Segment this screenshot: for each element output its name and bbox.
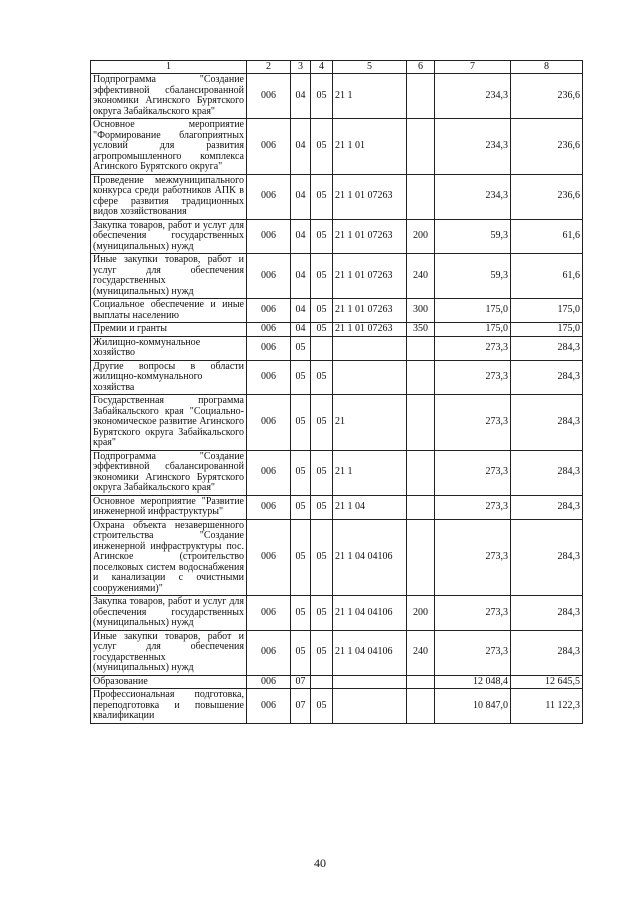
subsection-code-cell: 05 [311, 219, 333, 254]
grbs-code-cell: 006 [247, 174, 291, 219]
grbs-code-cell: 006 [247, 519, 291, 596]
expense-type-cell [407, 74, 435, 119]
grbs-code-cell: 006 [247, 689, 291, 724]
amount-year2-cell: 284,3 [511, 395, 583, 451]
expense-type-cell [407, 119, 435, 175]
row-name-cell: Премии и гранты [91, 323, 247, 337]
target-article-cell: 21 1 01 [333, 119, 407, 175]
expense-type-cell [407, 519, 435, 596]
amount-year2-cell: 236,6 [511, 74, 583, 119]
grbs-code-cell: 006 [247, 254, 291, 299]
row-name-cell: Жилищно-коммунальное хозяйство [91, 336, 247, 360]
expense-type-cell: 240 [407, 630, 435, 675]
column-header: 7 [435, 61, 511, 74]
amount-year1-cell: 273,3 [435, 360, 511, 395]
target-article-cell: 21 1 04 04106 [333, 630, 407, 675]
subsection-code-cell: 05 [311, 119, 333, 175]
section-code-cell: 07 [291, 675, 311, 689]
grbs-code-cell: 006 [247, 360, 291, 395]
expense-type-cell [407, 174, 435, 219]
subsection-code-cell: 05 [311, 689, 333, 724]
table-row [91, 336, 583, 360]
target-article-cell [333, 360, 407, 395]
table-row [91, 74, 583, 119]
target-article-cell: 21 1 01 07263 [333, 219, 407, 254]
section-code-cell: 05 [291, 630, 311, 675]
amount-year2-cell: 61,6 [511, 219, 583, 254]
expense-type-cell [407, 360, 435, 395]
amount-year2-cell: 61,6 [511, 254, 583, 299]
section-code-cell: 05 [291, 596, 311, 631]
row-name-cell: Профессиональная подготовка, переподготовка и повышение квалификации [91, 689, 247, 724]
grbs-code-cell: 006 [247, 395, 291, 451]
amount-year1-cell: 12 048,4 [435, 675, 511, 689]
subsection-code-cell: 05 [311, 299, 333, 323]
grbs-code-cell: 006 [247, 219, 291, 254]
expense-type-cell: 200 [407, 219, 435, 254]
amount-year2-cell: 11 122,3 [511, 689, 583, 724]
amount-year2-cell: 284,3 [511, 596, 583, 631]
expense-type-cell [407, 395, 435, 451]
table-row [91, 395, 583, 451]
amount-year2-cell: 175,0 [511, 299, 583, 323]
grbs-code-cell: 006 [247, 450, 291, 495]
subsection-code-cell: 05 [311, 360, 333, 395]
table-row [91, 495, 583, 519]
section-code-cell: 05 [291, 360, 311, 395]
amount-year2-cell: 12 645,5 [511, 675, 583, 689]
subsection-code-cell: 05 [311, 519, 333, 596]
section-code-cell: 07 [291, 689, 311, 724]
row-name-cell: Проведение межмуниципального конкурса среди работников АПК в сфере развития традиционных видов хозяйствования [91, 174, 247, 219]
target-article-cell: 21 1 04 [333, 495, 407, 519]
amount-year1-cell: 10 847,0 [435, 689, 511, 724]
row-name-cell: Основное мероприятие "Формирование благоприятных условий для развития агропромышленного комплекса Агинского Бурятского округа" [91, 119, 247, 175]
grbs-code-cell: 006 [247, 119, 291, 175]
amount-year1-cell: 59,3 [435, 254, 511, 299]
amount-year1-cell: 234,3 [435, 174, 511, 219]
expense-type-cell [407, 450, 435, 495]
subsection-code-cell: 05 [311, 630, 333, 675]
amount-year2-cell: 236,6 [511, 119, 583, 175]
subsection-code-cell [311, 336, 333, 360]
target-article-cell [333, 336, 407, 360]
section-code-cell: 05 [291, 519, 311, 596]
table-row [91, 675, 583, 689]
target-article-cell [333, 689, 407, 724]
grbs-code-cell: 006 [247, 336, 291, 360]
section-code-cell: 04 [291, 174, 311, 219]
subsection-code-cell: 05 [311, 395, 333, 451]
amount-year2-cell: 175,0 [511, 323, 583, 337]
row-name-cell: Образование [91, 675, 247, 689]
grbs-code-cell: 006 [247, 495, 291, 519]
target-article-cell: 21 [333, 395, 407, 451]
target-article-cell: 21 1 04 04106 [333, 519, 407, 596]
column-header: 4 [311, 61, 333, 74]
amount-year2-cell: 236,6 [511, 174, 583, 219]
row-name-cell: Государственная программа Забайкальского края "Социально-экономическое развитие Агинского Бурятского округа Забайкальского края" [91, 395, 247, 451]
row-name-cell: Закупка товаров, работ и услуг для обеспечения государственных (муниципальных) нужд [91, 596, 247, 631]
target-article-cell: 21 1 [333, 450, 407, 495]
column-header: 8 [511, 61, 583, 74]
subsection-code-cell: 05 [311, 495, 333, 519]
subsection-code-cell: 05 [311, 254, 333, 299]
section-code-cell: 05 [291, 395, 311, 451]
row-name-cell: Иные закупки товаров, работ и услуг для обеспечения государственных (муниципальных) нужд [91, 630, 247, 675]
grbs-code-cell: 006 [247, 596, 291, 631]
amount-year2-cell: 284,3 [511, 630, 583, 675]
table-row [91, 254, 583, 299]
subsection-code-cell [311, 675, 333, 689]
grbs-code-cell: 006 [247, 74, 291, 119]
section-code-cell: 05 [291, 450, 311, 495]
target-article-cell: 21 1 01 07263 [333, 174, 407, 219]
target-article-cell: 21 1 01 07263 [333, 323, 407, 337]
amount-year1-cell: 175,0 [435, 299, 511, 323]
section-code-cell: 04 [291, 323, 311, 337]
amount-year2-cell: 284,3 [511, 360, 583, 395]
amount-year1-cell: 273,3 [435, 630, 511, 675]
header-row [91, 61, 583, 74]
section-code-cell: 05 [291, 495, 311, 519]
target-article-cell [333, 675, 407, 689]
grbs-code-cell: 006 [247, 299, 291, 323]
amount-year1-cell: 175,0 [435, 323, 511, 337]
table-row [91, 630, 583, 675]
row-name-cell: Социальное обеспечение и иные выплаты населению [91, 299, 247, 323]
amount-year1-cell: 273,3 [435, 336, 511, 360]
section-code-cell: 05 [291, 336, 311, 360]
amount-year1-cell: 273,3 [435, 596, 511, 631]
target-article-cell: 21 1 01 07263 [333, 254, 407, 299]
table-row [91, 219, 583, 254]
row-name-cell: Основное мероприятие "Развитие инженерной инфраструктуры" [91, 495, 247, 519]
expense-type-cell [407, 336, 435, 360]
amount-year1-cell: 273,3 [435, 495, 511, 519]
subsection-code-cell: 05 [311, 74, 333, 119]
amount-year1-cell: 273,3 [435, 450, 511, 495]
amount-year1-cell: 234,3 [435, 74, 511, 119]
table-row [91, 323, 583, 337]
budget-table [90, 60, 583, 724]
expense-type-cell: 350 [407, 323, 435, 337]
amount-year2-cell: 284,3 [511, 495, 583, 519]
amount-year2-cell: 284,3 [511, 519, 583, 596]
row-name-cell: Другие вопросы в области жилищно-коммунального хозяйства [91, 360, 247, 395]
target-article-cell: 21 1 04 04106 [333, 596, 407, 631]
expense-type-cell: 200 [407, 596, 435, 631]
expense-type-cell: 300 [407, 299, 435, 323]
section-code-cell: 04 [291, 219, 311, 254]
amount-year1-cell: 273,3 [435, 395, 511, 451]
subsection-code-cell: 05 [311, 174, 333, 219]
column-header: 1 [91, 61, 247, 74]
section-code-cell: 04 [291, 254, 311, 299]
column-header: 5 [333, 61, 407, 74]
subsection-code-cell: 05 [311, 323, 333, 337]
section-code-cell: 04 [291, 299, 311, 323]
table-row [91, 119, 583, 175]
table-row [91, 596, 583, 631]
table-row [91, 689, 583, 724]
grbs-code-cell: 006 [247, 675, 291, 689]
row-name-cell: Иные закупки товаров, работ и услуг для обеспечения государственных (муниципальных) нужд [91, 254, 247, 299]
grbs-code-cell: 006 [247, 630, 291, 675]
grbs-code-cell: 006 [247, 323, 291, 337]
amount-year1-cell: 234,3 [435, 119, 511, 175]
row-name-cell: Охрана объекта незавершенного строительства "Создание инженерной инфраструктуры пос. Агинское (строительство поселковых систем водоснабжения и канализации с очистными сооружениями)" [91, 519, 247, 596]
column-header: 6 [407, 61, 435, 74]
table-row [91, 174, 583, 219]
section-code-cell: 04 [291, 74, 311, 119]
subsection-code-cell: 05 [311, 450, 333, 495]
amount-year1-cell: 59,3 [435, 219, 511, 254]
amount-year2-cell: 284,3 [511, 450, 583, 495]
expense-type-cell [407, 495, 435, 519]
column-header: 3 [291, 61, 311, 74]
subsection-code-cell: 05 [311, 596, 333, 631]
amount-year2-cell: 284,3 [511, 336, 583, 360]
table-row [91, 450, 583, 495]
expense-type-cell: 240 [407, 254, 435, 299]
section-code-cell: 04 [291, 119, 311, 175]
page-number: 40 [314, 856, 326, 870]
target-article-cell: 21 1 01 07263 [333, 299, 407, 323]
expense-type-cell [407, 689, 435, 724]
column-header: 2 [247, 61, 291, 74]
row-name-cell: Подпрограмма "Создание эффективной сбалансированной экономики Агинского Бурятского округа Забайкальского края" [91, 74, 247, 119]
row-name-cell: Подпрограмма "Создание эффективной сбалансированной экономики Агинского Бурятского округа Забайкальского края" [91, 450, 247, 495]
table-row [91, 299, 583, 323]
table-row [91, 360, 583, 395]
amount-year1-cell: 273,3 [435, 519, 511, 596]
table-row [91, 519, 583, 596]
target-article-cell: 21 1 [333, 74, 407, 119]
row-name-cell: Закупка товаров, работ и услуг для обеспечения государственных (муниципальных) нужд [91, 219, 247, 254]
expense-type-cell [407, 675, 435, 689]
